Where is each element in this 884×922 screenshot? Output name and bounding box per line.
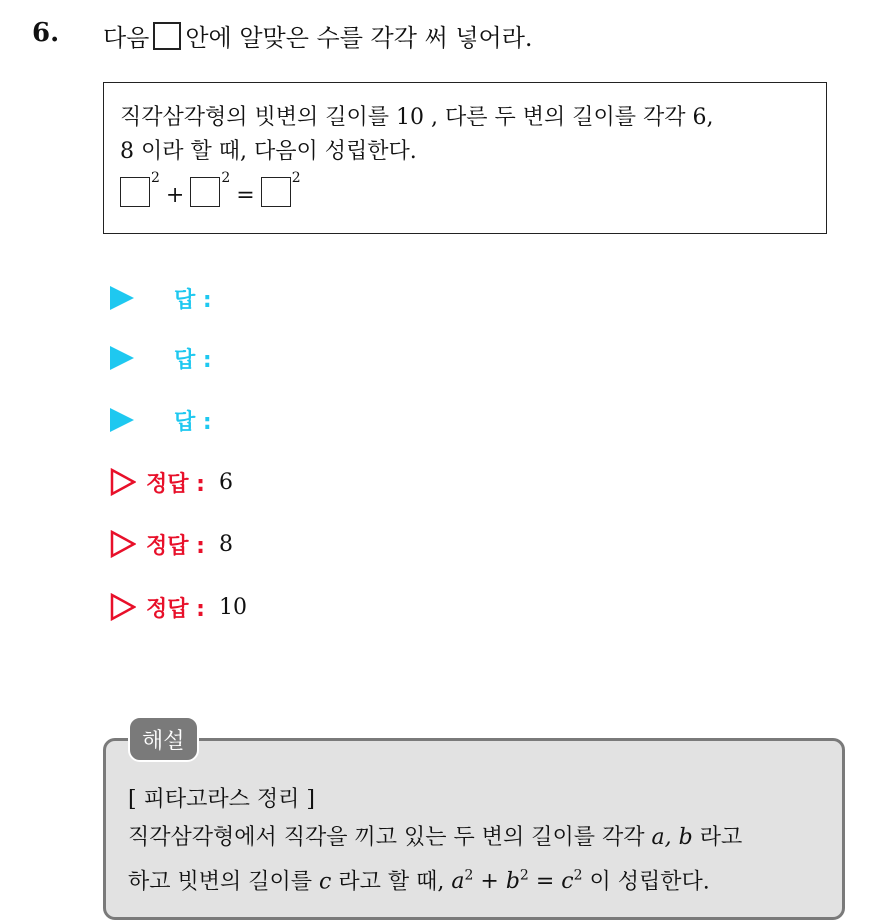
condition-box [103,82,827,234]
formula-var-a: a [451,869,465,895]
correct-answer-label: 정답 : [146,533,205,559]
formula-var-b: b [505,869,520,895]
answer-label: 답 : [174,287,212,313]
answer-row-3[interactable] [110,404,212,436]
play-triangle-icon [110,286,134,310]
formula-equals: = [535,869,555,895]
question-text-before: 다음 [103,24,150,52]
formula-exp-c: 2 [573,868,583,884]
play-triangle-icon [110,408,134,432]
explanation-vars-ab: a, b [651,825,693,850]
correct-answer-value: 6 [218,469,233,495]
condition-line-2: 8 이라 할 때, 다음이 성립한다. [120,139,417,164]
explanation-line-2 [128,857,822,901]
explanation-box [103,738,845,920]
explanation-line-2-text: 하고 빗변의 길이를 [128,869,313,895]
question-number: 6. [32,18,60,48]
pythagorean-formula [451,869,582,894]
blank-box-1[interactable] [120,177,150,207]
question-text [103,18,533,53]
blank-box-icon [153,22,181,50]
answer-row-1[interactable] [110,282,212,314]
explanation-line-2-suffix: 이 성립한다. [589,869,710,895]
formula-var-c: c [561,869,574,895]
formula-exp-a: 2 [464,868,474,884]
explanation-tag: 해설 [128,716,199,762]
plus-sign: + [165,183,185,208]
formula-exp-b: 2 [519,868,529,884]
answer-row-2[interactable] [110,342,212,374]
correct-answer-label: 정답 : [146,596,205,622]
explanation-var-c: c [319,869,332,895]
correct-answer-label: 정답 : [146,471,205,497]
explanation-line-1-text: 직각삼각형에서 직각을 끼고 있는 두 변의 길이를 각각 [128,825,645,850]
explanation-title: [ 피타고라스 정리 ] [128,787,315,812]
exponent-2: 2 [221,170,231,186]
outline-triangle-icon [110,468,136,496]
answer-label: 답 : [174,347,212,373]
blank-box-2[interactable] [190,177,220,207]
correct-answer-row-2 [110,527,233,561]
correct-answer-row-1 [110,465,233,499]
condition-equation [120,171,810,211]
blank-box-3[interactable] [261,177,291,207]
outline-triangle-icon [110,593,136,621]
explanation-line-2-mid: 라고 할 때, [338,869,445,895]
question-text-after: 안에 알맞은 수를 각각 써 넣어라. [185,24,533,52]
play-triangle-icon [110,346,134,370]
correct-answer-row-3 [110,590,247,624]
exponent-1: 2 [151,170,160,186]
correct-answer-value: 8 [218,531,233,557]
outline-triangle-icon [110,530,136,558]
explanation-line-1-suffix: 라고 [699,825,743,850]
correct-answer-value: 10 [218,594,247,620]
formula-plus: + [480,869,499,895]
condition-line-1: 직각삼각형의 빗변의 길이를 10 , 다른 두 변의 길이를 각각 6, [120,105,714,130]
explanation-line-1 [128,819,822,857]
exponent-3: 2 [291,170,301,186]
answer-label: 답 : [174,409,212,435]
equals-sign: = [236,183,255,208]
